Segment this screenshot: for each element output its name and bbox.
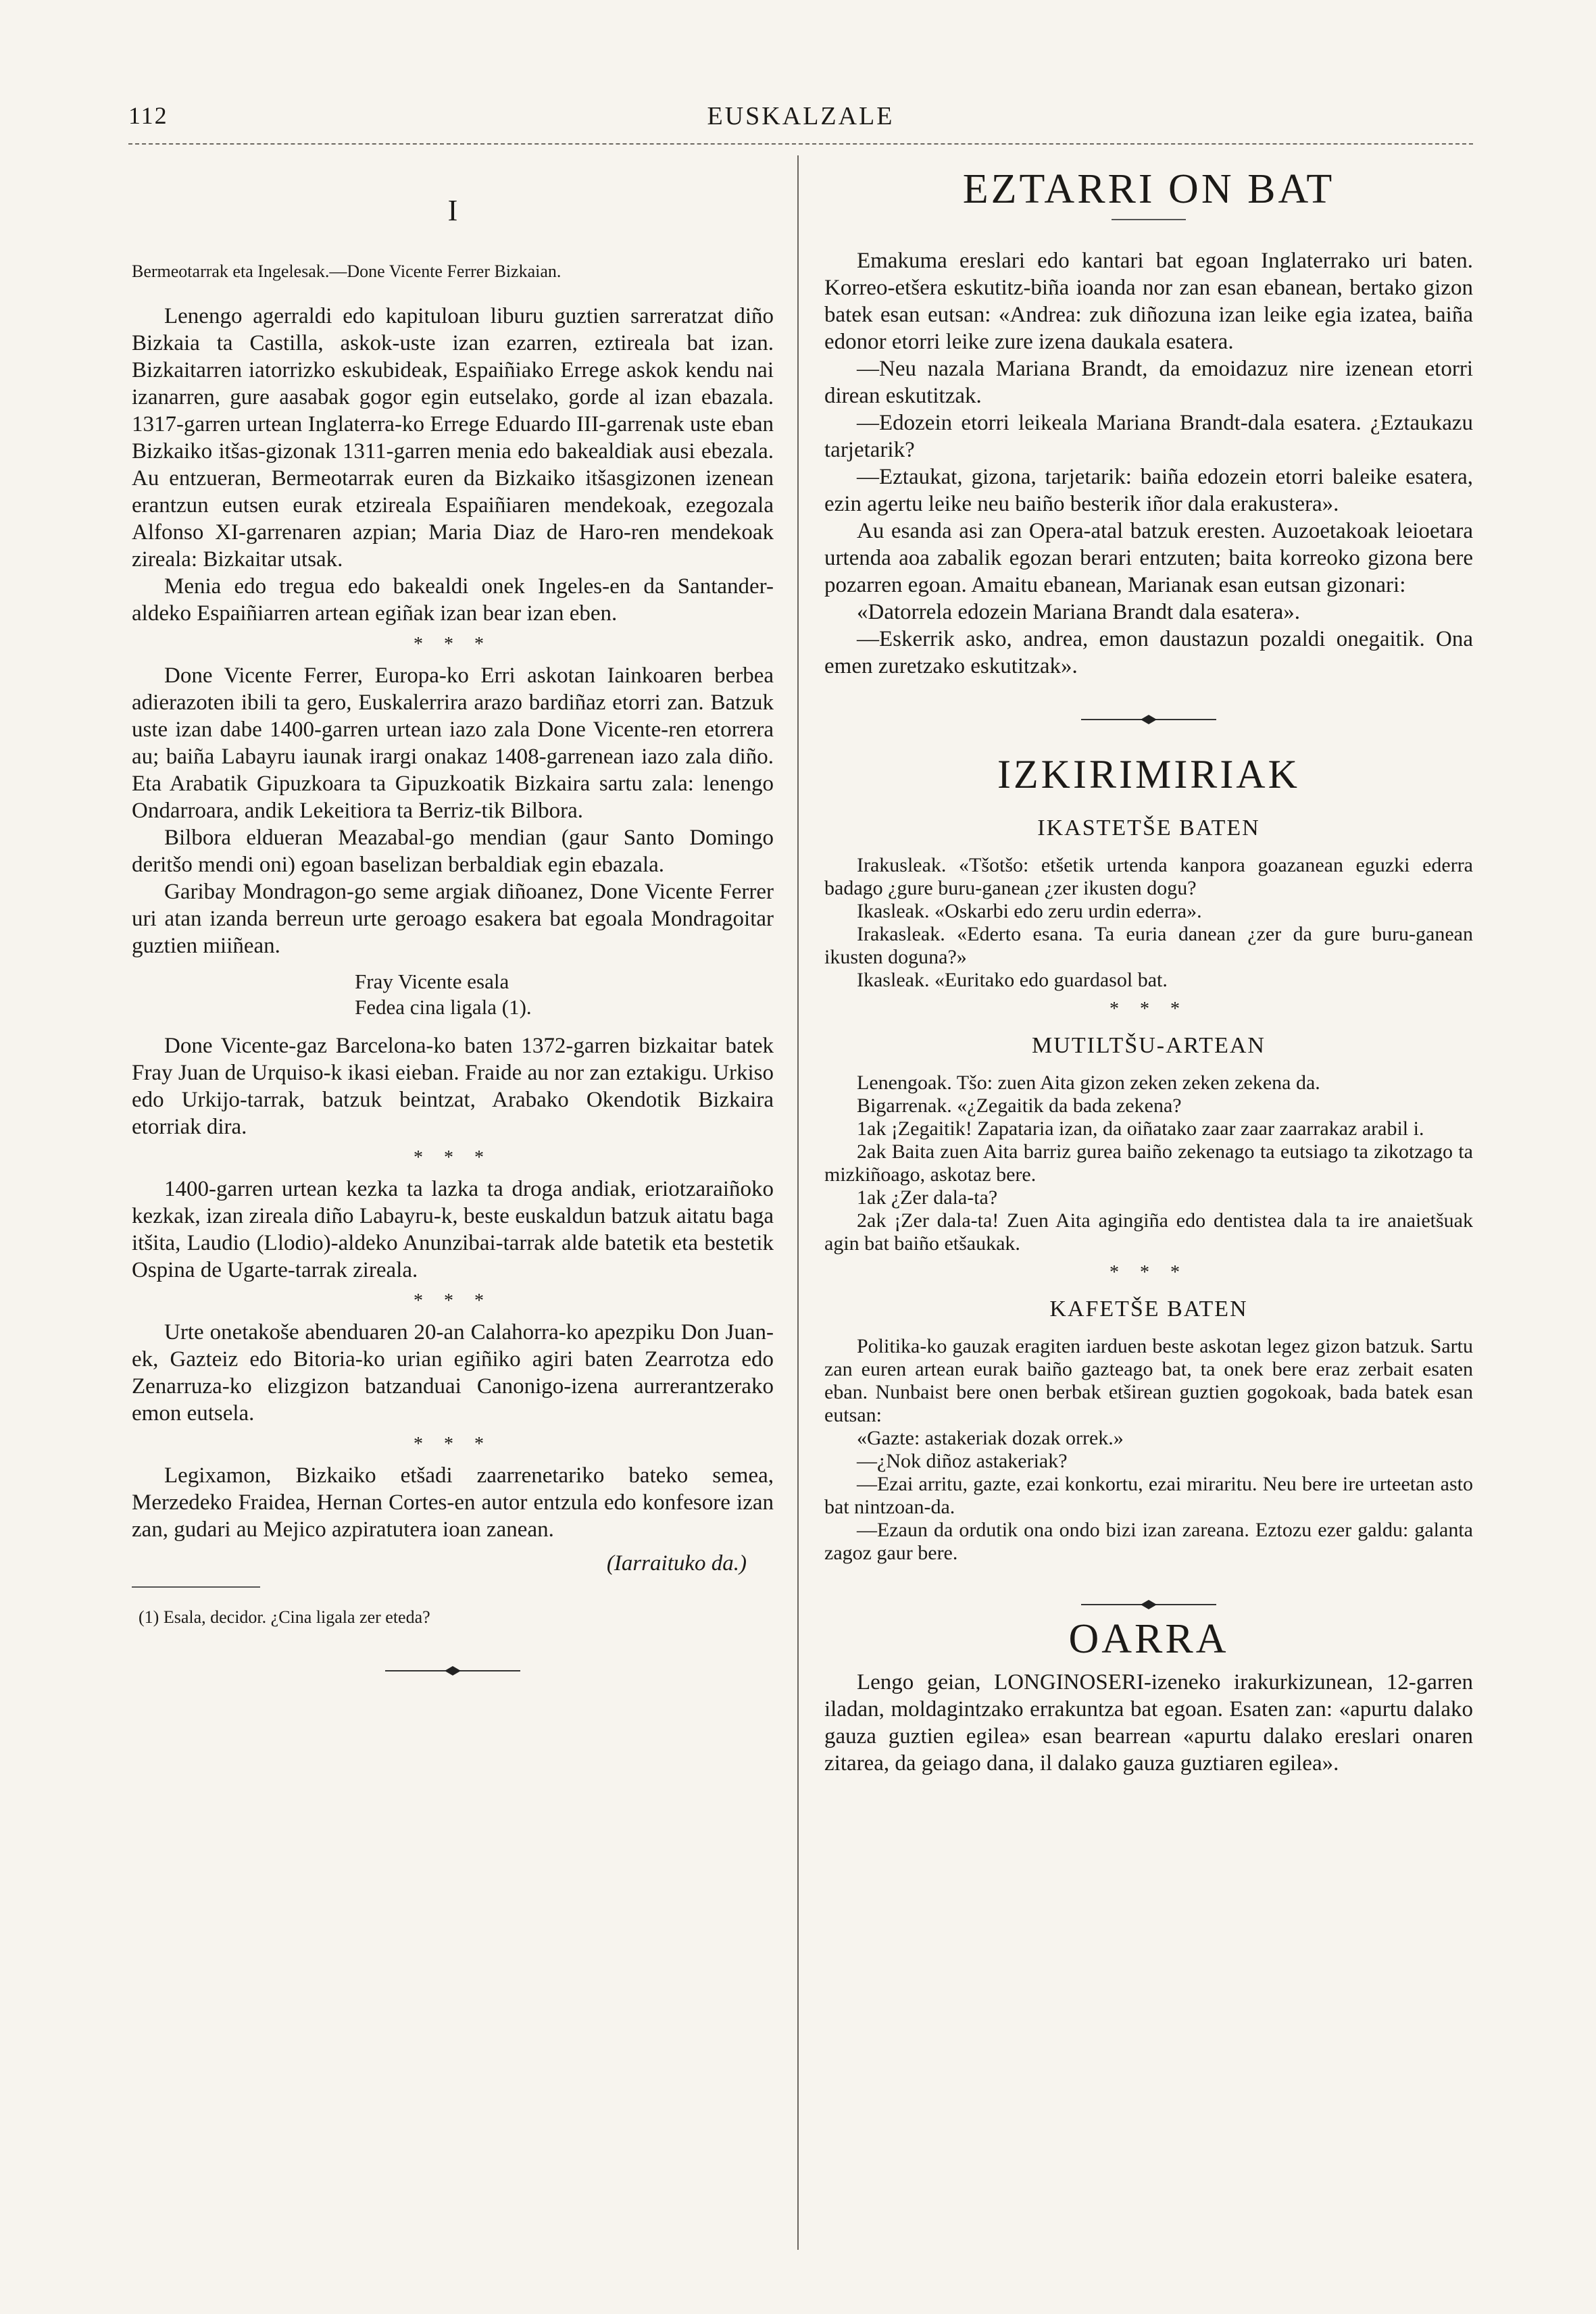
dialogue-line: 2ak ¡Zer dala-ta! Zuen Aita agingiña edo dentistea dala ta ire anaietšuak agin bat baiño etšaukak. bbox=[824, 1209, 1473, 1255]
footnote-rule bbox=[132, 1586, 260, 1588]
verse-line: Fedea cina ligala (1). bbox=[355, 995, 532, 1019]
subsection-heading: MUTILTŠU-ARTEAN bbox=[1032, 1033, 1266, 1058]
dialogue-line: Bigarrenak. «¿Zegaitik da bada zekena? bbox=[857, 1095, 1182, 1117]
dialogue-block bbox=[824, 854, 1473, 992]
paragraph: —Eztaukat, gizona, tarjetarik: baiña edozein etorri baleike esatera, ezin agertu leike neu baiño besterik iñor dala erakustera». bbox=[824, 465, 1473, 516]
dialogue-line: Lenengoak. Tšo: zuen Aita gizon zeken zeken zekena da. bbox=[857, 1072, 1320, 1094]
section-stars: * * * bbox=[414, 634, 492, 655]
paragraph: —Eskerrik asko, andrea, emon daustazun pozaldi onegaitik. Ona emen zuretzako eskutitzak». bbox=[824, 627, 1473, 678]
paragraph: 1400-garren urtean kezka ta lazka ta droga andiak, eriotzaraiñoko kezkak, izan zireala diño Labayru-k, beste euskaldun batzuk aitatu baga itšita, Laudio (Llodio)-aldeko Anunzibai-tarrak alde batetik eta bestetik Ospina de Ugarte-tarrak zireala. bbox=[132, 1177, 774, 1282]
section-stars: * * * bbox=[414, 1434, 492, 1455]
article-title: OARRA bbox=[1068, 1616, 1229, 1662]
continuation-note: (Iarraituko da.) bbox=[606, 1551, 747, 1576]
paragraph: Au esanda asi zan Opera-atal batzuk eresten. Auzoetakoak leioetara urtenda aoa zabalik egozan berari entzuten; baita korreoko gizona bere pozarren egoan. Amaitu ebanean, Marianak esan eutsan gizonari: bbox=[824, 519, 1473, 597]
page-number: 112 bbox=[128, 102, 168, 129]
subsection-heading: KAFETŠE BATEN bbox=[1049, 1297, 1248, 1322]
ornament-divider bbox=[824, 707, 1473, 734]
left-column bbox=[132, 162, 774, 1685]
article-title: IZKIRIMIRIAK bbox=[997, 752, 1300, 797]
paragraph: «Datorrela edozein Mariana Brandt dala esatera». bbox=[857, 600, 1301, 624]
verse bbox=[132, 969, 774, 1020]
column-divider bbox=[797, 155, 799, 2250]
section-stars: * * * bbox=[1109, 999, 1188, 1020]
dialogue-line: Irakusleak. «Tšotšo: etšetik urtenda kanpora goazanean eguzki ederra badago ¿gure buru-ganean ¿zer ikusten dogu? bbox=[824, 854, 1473, 899]
dialogue-line: —Ezai arritu, gazte, ezai konkortu, ezai miraritu. Neu bere ire urteetan asto bat nintzoan-da. bbox=[824, 1473, 1473, 1518]
paragraph: Bilbora eldueran Meazabal-go mendian (gaur Santo Domingo deritšo mendi oni) egoan baselizan berbaldiak egin ebazala. bbox=[132, 826, 774, 877]
dialogue-block bbox=[824, 1072, 1473, 1255]
dialogue-line: —Ezaun da ordutik ona ondo bizi izan zareana. Eztozu ezer galdu: galanta zagoz gaur bere. bbox=[824, 1519, 1473, 1564]
dialogue-line: 1ak ¿Zer dala-ta? bbox=[857, 1186, 998, 1209]
ornament-icon bbox=[1081, 1599, 1216, 1611]
article-title: EZTARRI ON BAT bbox=[962, 166, 1335, 212]
dialogue-block bbox=[824, 1335, 1473, 1565]
paragraph: Emakuma ereslari edo kantari bat egoan Inglaterrako uri baten. Korreo-etšera eskutitz-biña ioanda nor zan esan ebanean, bertako gizon batek esan eutsan: «Andrea: zuk diñozuna izan leike egia izatea, baiña edonor etorri leike zure izena daukala esatera. bbox=[824, 249, 1473, 354]
dialogue-line: Ikasleak. «Oskarbi edo zeru urdin ederra». bbox=[857, 900, 1202, 922]
title-rule bbox=[1112, 219, 1186, 220]
paragraph: —Edozein etorri leikeala Mariana Brandt-dala esatera. ¿Eztaukazu tarjetarik? bbox=[824, 411, 1473, 462]
header-rule bbox=[128, 143, 1473, 145]
subsection-heading: IKASTETŠE BATEN bbox=[1037, 815, 1260, 840]
paragraph: Urte onetakoše abenduaren 20-an Calahorra-ko apezpiku Don Juan-ek, Gazteiz edo Bitoria-ko urian egiñiko agiri baten Zearrotza edo Zenarruza-ko elizgizon batzanduai Canonigo-izena aurrerantzerako emon eutsela. bbox=[132, 1320, 774, 1426]
ornament-divider bbox=[132, 1658, 774, 1685]
running-title: EUSKALZALE bbox=[707, 102, 895, 130]
section-stars: * * * bbox=[414, 1290, 492, 1311]
page-header bbox=[128, 101, 1473, 142]
dialogue-line: Ikasleak. «Euritako edo guardasol bat. bbox=[857, 969, 1168, 991]
dialogue-line: «Gazte: astakeriak dozak orrek.» bbox=[857, 1427, 1124, 1449]
section-stars: * * * bbox=[414, 1147, 492, 1168]
ornament-icon bbox=[385, 1665, 520, 1677]
dialogue-line: Irakasleak. «Ederto esana. Ta euria danean ¿zer da gure buru-ganean ikusten doguna?» bbox=[824, 923, 1473, 968]
section-stars: * * * bbox=[1109, 1262, 1188, 1283]
paragraph: Lenengo agerraldi edo kapituloan liburu guztien sarreratzat diño Bizkaia ta Castilla, askok-uste izan ezarren, eztireala bat izan. Bizkaitarren iatorrizko eskubideak, Espaiñiako Errege askok kendu nai izanarren, gure aasabak gogor egin eutselako, gorde al izan ebazala. 1317-garren urtean Inglaterra-ko Errege Eduardo III-garrenak uste eban Bizkaiko itšas-gizonak 1311-garren menia edo bakealdiak ausi ebezala. Au entzueran, Bermeotarrak euren da Bizkaiko itšasgizonen izenean erantzun eutsen eurak etzireala Espaiñiaren mendekoak, ezegozala Alfonso XI-garrenaren azpian; Maria Diaz de Haro-ren mendekoak zireala: Bizkaitar utsak. bbox=[132, 304, 774, 572]
dialogue-line: 1ak ¡Zegaitik! Zapataria izan, da oiñatako zaar zaar zaarrakaz arabil i. bbox=[857, 1117, 1424, 1140]
dialogue-line: —¿Nok diñoz astakeriak? bbox=[857, 1450, 1068, 1472]
verse-line: Fray Vicente esala bbox=[355, 970, 509, 993]
dialogue-line: Politika-ko gauzak eragiten iarduen beste askotan legez gizon batzuk. Sartu zan euren artean eurak baiño gazteago bat, ta onek bere eraz zerbait esaten eban. Nunbaist bere onen berbak etširean guztien gogokoak, bada batek esan eutsan: bbox=[824, 1335, 1473, 1426]
right-column bbox=[824, 162, 1473, 1777]
paragraph: Garibay Mondragon-go seme argiak diñoanez, Done Vicente Ferrer uri atan izanda berreun urte geroago esakera bat egoala Mondragoitar guztien miiñean. bbox=[132, 880, 774, 958]
ornament-divider bbox=[824, 1592, 1473, 1619]
paragraph: Lengo geian, LONGINOSERI-izeneko irakurkizunean, 12-garren iladan, moldagintzako errakuntza bat egoan. Esaten zan: «apurtu dalako gauza guztien egilea» esan bearrean «apurtu dalako ereslari onaren zitarea, da geiago dana, il dalako gauza guztiaren egilea». bbox=[824, 1670, 1473, 1776]
paragraph: Menia edo tregua edo bakealdi onek Ingeles-en da Santander-aldeko Espaiñiarren artean egiñak izan bear izan eben. bbox=[132, 574, 774, 626]
paragraph: Legixamon, Bizkaiko etšadi zaarrenetariko bateko semea, Merzedeko Fraidea, Hernan Cortes-en autor entzula edo konfesore izan zan, gudari au Mejico azpiratutera ioan zanean. bbox=[132, 1463, 774, 1542]
dialogue-line: 2ak Baita zuen Aita barriz gurea baiño zekenago ta eutsiago ta zikotzago ta mizkiñoago, askotaz bere. bbox=[824, 1140, 1473, 1186]
paragraph: Done Vicente Ferrer, Europa-ko Erri askotan Iainkoaren berbea adierazoten ibili ta gero, Euskalerrira arazo bardiñaz etorri zan. Batzuk uste izan dabe 1400-garren urtean iazo zala Done Vicente-ren etorrera au; baiña Labayru iaunak irargi onakaz 1408-garrenean iazo zala diño. Eta Arabatik Gipuzkoara ta Gipuzkoatik Bizkaira sartu zala: lenengo Ondarroara, andik Lekeitiora ta Berriz-tik Bilbora. bbox=[132, 663, 774, 823]
section-subheading: Bermeotarrak eta Ingelesak.—Done Vicente Ferrer Bizkaian. bbox=[132, 261, 562, 281]
paragraph: —Neu nazala Mariana Brandt, da emoidazuz nire izenean etorri direan eskutitzak. bbox=[824, 357, 1473, 408]
footnote: (1) Esala, decidor. ¿Cina ligala zer eteda? bbox=[139, 1607, 430, 1627]
ornament-icon bbox=[1081, 713, 1216, 726]
paragraph: Done Vicente-gaz Barcelona-ko baten 1372-garren bizkaitar batek Fray Juan de Urquiso-k ikasi eieban. Fraide au nor zan eztakigu. Urkiso edo Urkijo-tarrak, batzuk beintzat, Arabako Okendotik Bizkaira etorriak dira. bbox=[132, 1034, 774, 1139]
section-number: I bbox=[447, 194, 458, 227]
